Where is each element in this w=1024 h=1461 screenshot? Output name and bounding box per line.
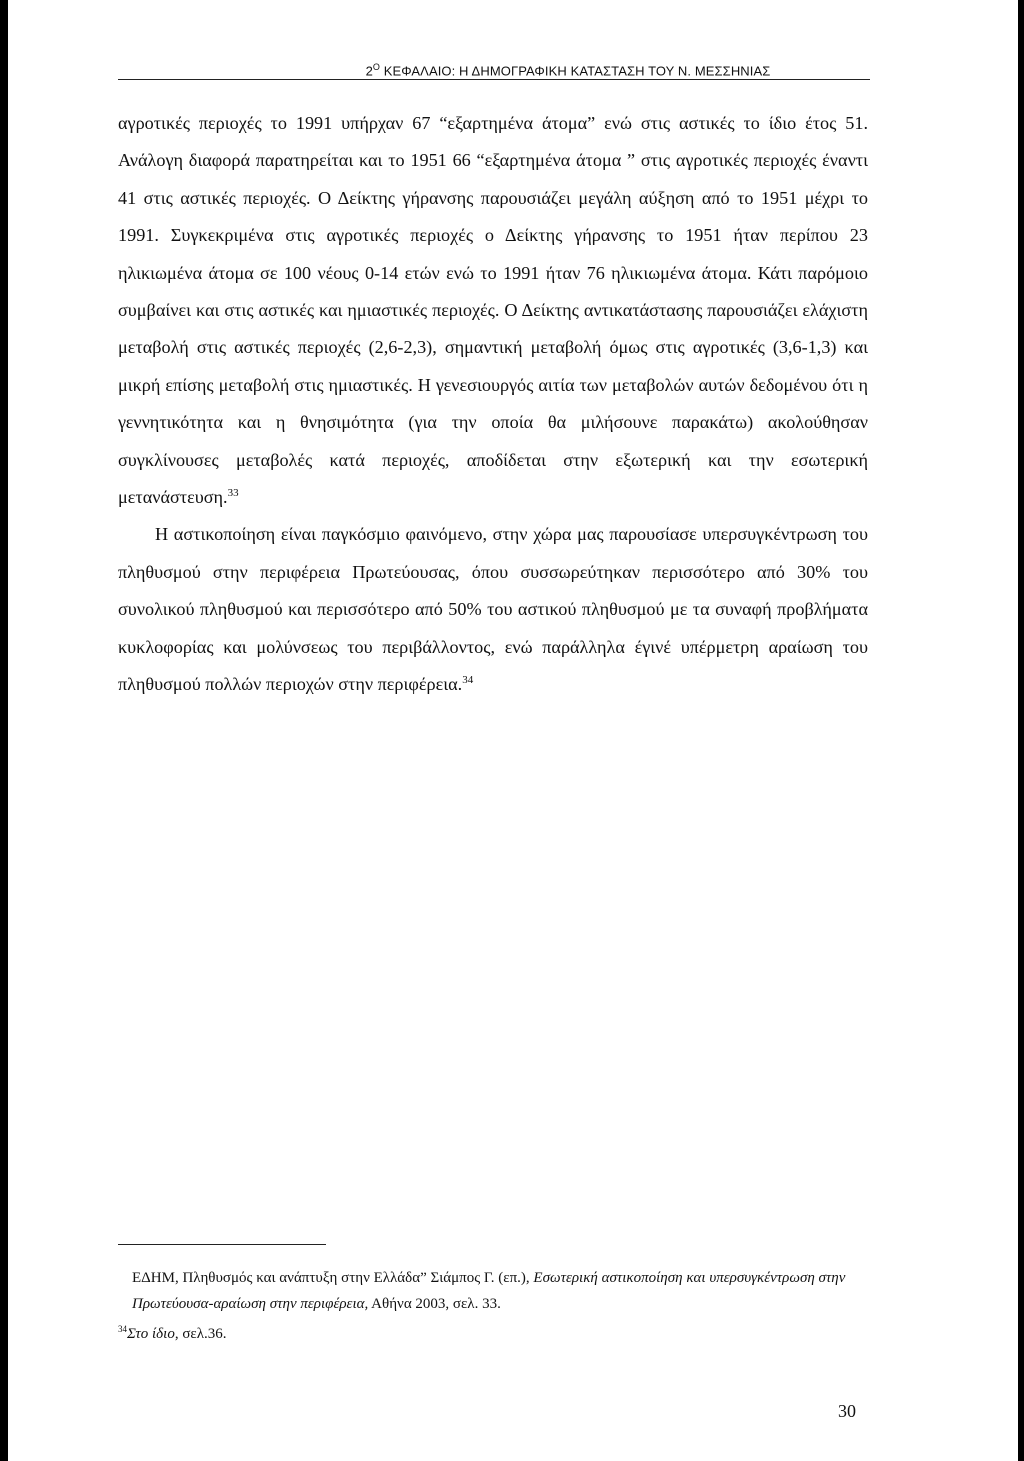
footnote-34-title: Στο ίδιο — [127, 1326, 175, 1342]
body-text — [118, 105, 868, 704]
footnote-33 — [118, 1266, 878, 1317]
chapter-number: 2 — [365, 63, 373, 79]
footnote-33-source: ΕΔΗΜ, Πληθυσμός και ανάπτυξη στην Ελλάδα” Σιάμπος Γ. (επ.), — [132, 1270, 534, 1286]
footnote-34 — [118, 1317, 878, 1348]
footnote-33-title: Εσωτερική αστικοποίηση και υπερσυγκέντρωση στην Πρωτεύουσα-αραίωση στην περιφέρεια, — [132, 1270, 846, 1312]
footnote-34-tail: , σελ.36. — [174, 1326, 227, 1342]
footnote-rule — [118, 1244, 326, 1245]
footnote-ref-33: 33 — [227, 487, 239, 499]
footnote-33-tail: Αθήνα 2003, σελ. 33. — [368, 1295, 501, 1312]
paragraph-1 — [118, 105, 868, 516]
header-rule — [118, 79, 870, 80]
running-title: ΚΕΦΑΛΑΙΟ: Η ΔΗΜΟΓΡΑΦΙΚΗ ΚΑΤΑΣΤΑΣΗ ΤΟΥ Ν. ΜΕΣΣΗΝΙΑΣ — [383, 63, 771, 79]
paragraph-2 — [118, 516, 868, 703]
footnotes — [118, 1266, 878, 1348]
footnote-34-number: 34 — [118, 1324, 127, 1334]
document-page — [8, 0, 1018, 1461]
paragraph-2-text: Η αστικοποίηση είναι παγκόσμιο φαινόμενο, στην χώρα μας παρουσίασε υπερσυγκέντρωση του πληθυσμού στην περιφέρεια Πρωτεύουσας, όπου συσσωρεύτηκαν περισσότερο από 30% του συνολικού πληθυσμού και περισσότερο από 50% του αστικού πληθυσμού με τα συναφή προβλήματα κυκλοφορίας και μολύνσεως του περιβάλλοντος, ενώ παράλληλα έγινέ υπέρμετρη αραίωση του πληθυσμού πολλών περιοχών στην περιφέρεια. — [118, 524, 868, 695]
chapter-superscript: Ο — [372, 62, 381, 72]
footnote-ref-34: 34 — [462, 674, 474, 687]
running-header — [268, 62, 868, 78]
paragraph-1-text: αγροτικές περιοχές το 1991 υπήρχαν 67 “εξαρτημένα άτομα” ενώ στις αστικές το ίδιο έτος 51. Ανάλογη διαφορά παρατηρείται και το 1951 66 “εξαρτημένα άτομα ” στις αγροτικές περιοχές έναντι 41 στις αστικές περιοχές. Ο Δείκτης γήρανσης παρουσιάζει μεγάλη αύξηση από το 1951 μέχρι το 1991. Συγκεκριμένα στις αγροτικές περιοχές ο Δείκτης γήρανσης το 1951 ήταν περίπου 23 ηλικιωμένα άτομα σε 100 νέους 0-14 ετών ενώ το 1991 ήταν 76 ηλικιωμένα άτομα. Κάτι παρόμοιο συμβαίνει και στις αστικές και ημιαστικές περιοχές. Ο Δείκτης αντικατάστασης παρουσιάζει ελάχιστη μεταβολή στις αστικές περιοχές (2,6-2,3), σημαντική μεταβολή όμως στις αγροτικές (3,6-1,3) και μικρή επίσης μεταβολή στις ημιαστικές. Η γενεσιουργός αιτία των μεταβολών αυτών δεδομένου ότι η γεννητικότητα και η θνησιμότητα (για την οποία θα μιλήσουνε παρακάτω) ακολούθησαν συγκλίνουσες μεταβολές κατά περιοχές, αποδίδεται στην εξωτερική και την εσωτερική μετανάστευση. — [118, 113, 868, 508]
page-number: 30 — [838, 1401, 856, 1421]
